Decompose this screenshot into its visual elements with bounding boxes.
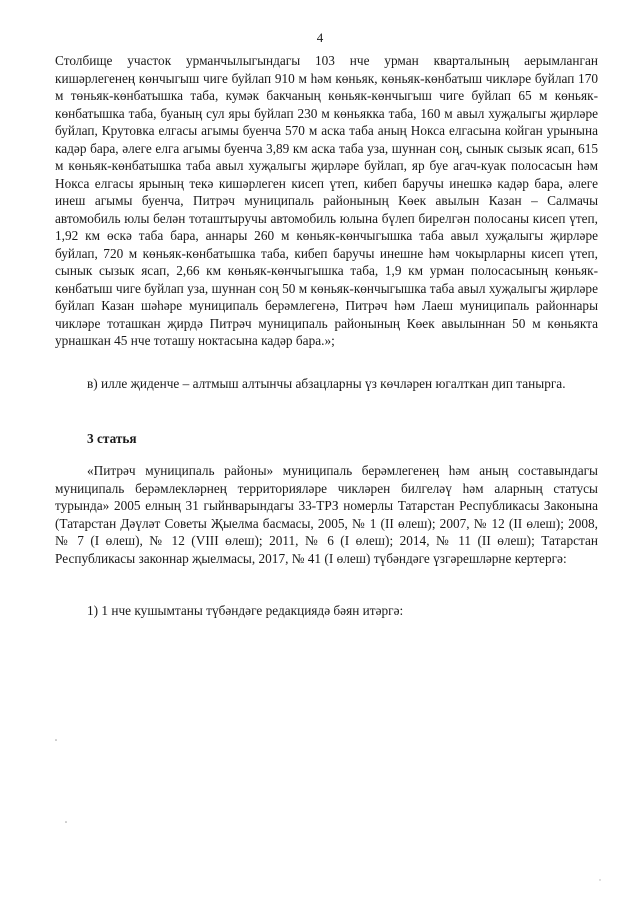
boundary-description-paragraph: Столбище участок урманчылыгындагы 103 нче урман кварталының аерымланган кишәрлегенең көнчыгыш чиге буйлап 910 м һәм көньяк, көньяк-көнбатыш чикләре буйлап 170 м төньяк-көнбатышка таба, кумәк бакчаның көньяк-көнчыгыш чиге буйлап 65 м көньяк-көнбатышка таба, буаның сул яры буйлап 230 м көньякка таба, 160 м авыл хуҗалыгы җирләре буйлап, Крутовка елгасы агымы буенча 570 м аска таба аның Нокса елгасына койган урынына кадәр бара, әлеге елга агымы буенча 3,89 км аска таба уза, шуннан соң, сынык сызык ясап, 615 м көньяк-көнбатышка таба авыл хуҗалыгы җирләре буйлап, яр буе агач-куак полосасын һәм Нокса елгасы ярының текә кишәрлеген кисеп үтеп, кибеп баручы инешкә кадәр бара, әлеге инеш агымы буенча, Питрәч муниципаль районының Көек авылын Казан – Салмачы автомобиль юлы белән тоташтыручы автомобиль юлына бүлеп бирелгән полосаны кисеп үтеп, 1,92 км өскә таба бара, аннары 260 м көньяк-көнчыгышка таба авыл хуҗалыгы җирләре буйлап, 720 м көньяк-көнбатышка таба, кибеп баручы инешне һәм чокырларны кисеп үтеп, сынык сызык ясап, 2,66 км көньяк-көнчыгышка таба, 1,9 км урман полосасының көньяк-көнбатыш чиге буйлап уза, шуннан соң 50 м көньяк-көнчыгышка таба авыл хуҗалыгы җирләре буйлап Казан шәһәре муниципаль берәмлегенә, Питрәч һәм Лаеш муниципаль районнары чикләре тоташкан җирдә Питрәч муниципаль районының Көек авылыннан 50 м көньякта урнашкан 45 нче тоташу ноктасына кадәр бара.»;	[55, 53, 598, 348]
scan-speck	[55, 739, 57, 741]
article-heading: 3 статья	[87, 431, 137, 446]
article-body-paragraph: «Питрәч муниципаль районы» муниципаль берәмлегенең һәм аның составындагы муниципаль берәмлекләрнең территорияләре чикләрен билгеләү һәм аларның статусы турында» 2005 елның 31 гыйнварындагы 33-ТРЗ номерлы Татарстан Республикасы Законына (Татарстан Дәүләт Советы Җыелма басмасы, 2005, № 1 (II өлеш); 2007, № 12 (II өлеш); 2008, № 7 (I өлеш), № 12 (VIII өлеш); 2011, № 6 (I өлеш); 2014, № 11 (II өлеш); Татарстан Республикасы законнар җыелмасы, 2017, № 41 (I өлеш) түбәндәге үзгәрешләрне кертергә:	[55, 463, 598, 566]
scan-speck	[65, 821, 67, 823]
clause-v-paragraph: в) илле җиденче – алтмыш алтынчы абзацларны үз көчләрен югалткан дип танырга.	[87, 376, 566, 391]
page-number: 4	[316, 30, 324, 45]
scan-speck	[599, 879, 600, 880]
clause-1-paragraph: 1) 1 нче кушымтаны түбәндәге редакциядә бәян итәргә:	[87, 603, 404, 618]
